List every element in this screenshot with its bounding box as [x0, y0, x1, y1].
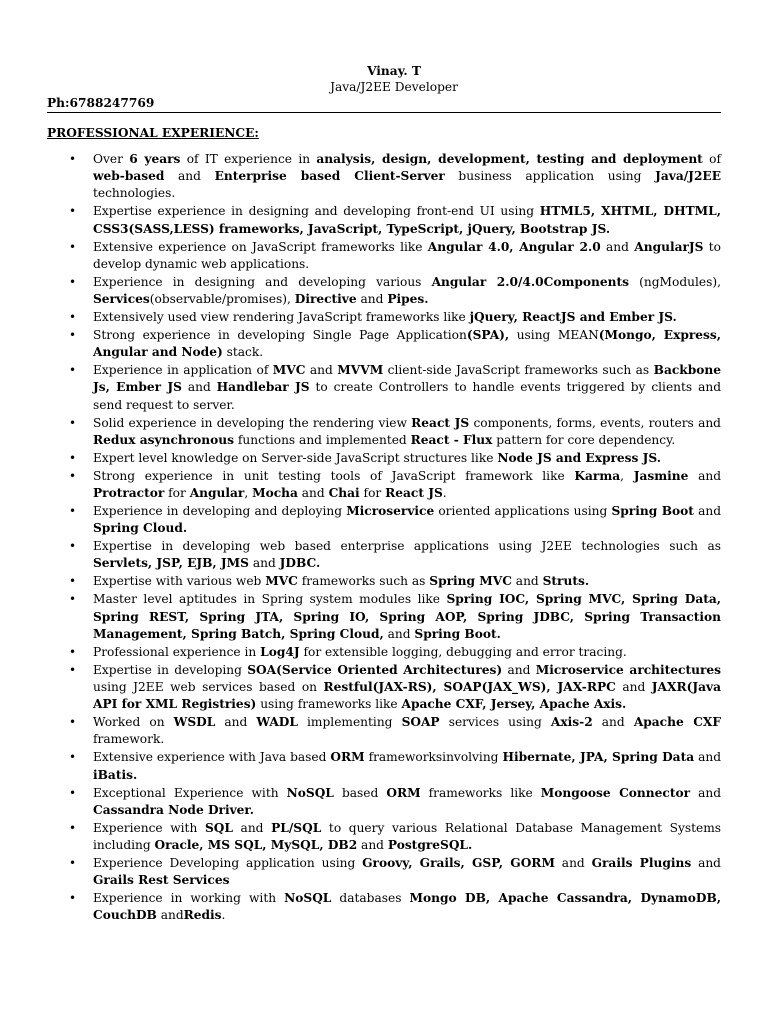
text: Strong experience in developing Single Page Application [93, 328, 467, 343]
bullet-icon: • [69, 504, 77, 519]
bold-text: Spring Boot. [414, 626, 501, 641]
experience-item [47, 468, 721, 502]
bullet-icon: • [69, 644, 77, 659]
bullet-icon: • [69, 204, 77, 219]
bullet-icon: • [69, 785, 77, 800]
bullet-icon: • [69, 363, 77, 378]
text: and [215, 715, 257, 730]
bold-text: HTML5, XHTML, DHTML, CSS3(SASS,LESS) frameworks, JavaScript, TypeScript, jQuery, Bootstrap JS. [93, 204, 721, 236]
bullet-icon: • [69, 415, 77, 430]
bold-text: Angular [189, 486, 245, 501]
text: and [248, 556, 280, 571]
text: and [356, 292, 388, 307]
text: Expertise in developing [93, 662, 248, 677]
bold-text: Karma [574, 468, 621, 483]
bold-text: Struts. [542, 574, 590, 589]
bold-text: Restful(JAX-RS), SOAP(JAX_WS), JAX-RPC [323, 680, 616, 695]
bold-text: JAXR(Java API for XML Registries) [93, 680, 721, 712]
text: Solid experience in developing the rendering view [93, 415, 412, 430]
text: , [620, 468, 634, 483]
bold-text: Microservice [346, 504, 435, 519]
bold-text: AngularJS [634, 239, 704, 254]
bold-text: React - Flux [410, 432, 493, 447]
bold-text: React JS [411, 415, 470, 430]
experience-item [47, 644, 721, 661]
bold-text: Spring Boot [611, 504, 694, 519]
bullet-icon: • [69, 152, 77, 166]
text: stack. [222, 345, 264, 360]
resume-page [47, 63, 721, 925]
text: Experience Developing application using [93, 856, 363, 871]
text: . [442, 486, 447, 501]
bold-text: web-based [93, 169, 165, 184]
bold-text: WSDL [173, 715, 216, 730]
job-title: Java/J2EE Developer [330, 80, 458, 94]
experience-item [47, 309, 721, 326]
bold-text: NoSQL [284, 891, 332, 906]
text: to create Controllers to handle events triggered by clients and send request to server. [93, 380, 721, 412]
bullet-icon: • [69, 328, 77, 343]
text: , [244, 486, 253, 501]
text: frameworks like [420, 785, 541, 800]
bold-text: Angular 2.0/4.0Components [431, 274, 629, 289]
bold-text: WADL [256, 715, 298, 730]
text: Master level aptitudes in Spring system modules like [93, 592, 447, 607]
bold-text: Log4J [260, 644, 300, 659]
bold-text: Protractor [93, 486, 165, 501]
experience-item [47, 855, 721, 889]
text: using J2EE web services based on [93, 680, 324, 695]
experience-item [47, 503, 721, 537]
text: using MEAN [509, 328, 599, 343]
bold-text: PL/SQL [271, 820, 322, 835]
text: Exceptional Experience with [93, 785, 287, 800]
bold-text: iBatis. [93, 767, 138, 782]
bold-text: Spring Cloud. [93, 521, 188, 536]
text: and [297, 486, 329, 501]
text: databases [331, 891, 410, 906]
bold-text: Chai [328, 486, 360, 501]
bold-text: Mongoose Connector [540, 785, 691, 800]
text: Expertise in developing web based enterprise applications using J2EE technologies such as [93, 539, 721, 554]
text: Expertise experience in designing and developing front-end UI using [93, 204, 540, 219]
text: Strong experience in unit testing tools of JavaScript framework like [93, 468, 575, 483]
bold-text: React JS [385, 486, 443, 501]
bold-text: Servlets, JSP, EJB, JMS [93, 556, 249, 571]
bold-text: 6 years [129, 152, 181, 166]
experience-item [47, 785, 721, 819]
text: and [615, 680, 652, 695]
text: for [164, 486, 190, 501]
bold-text: Redis [183, 908, 222, 923]
text: of [702, 152, 721, 166]
text: and [592, 715, 634, 730]
text: and [554, 856, 592, 871]
experience-item [47, 591, 721, 643]
bold-text: Angular 4.0, Angular 2.0 [427, 239, 601, 254]
text: and [357, 838, 388, 853]
bold-text: Spring IOC, Spring MVC, Spring Data, Spring REST, Spring JTA, Spring IO, Spring AOP, Spring JDBC, Spring Transaction Management, Spring Batch, Spring Cloud, [93, 592, 721, 641]
text: Worked on [93, 715, 174, 730]
bold-text: MVC [265, 574, 298, 589]
bold-text: jQuery, ReactJS and Ember JS. [469, 310, 677, 325]
text: and [156, 908, 184, 923]
bullet-icon: • [69, 715, 77, 730]
text: Experience in application of [93, 363, 273, 378]
text: and [511, 574, 543, 589]
bold-text: JDBC. [279, 556, 321, 571]
bold-text: Hibernate, JPA, Spring Data [502, 750, 695, 765]
bold-text: MVC [272, 363, 306, 378]
experience-item [47, 239, 721, 273]
bold-text: Apache CXF, Jersey, Apache Axis. [401, 697, 627, 712]
text: and [688, 468, 722, 483]
text: to develop dynamic web applications. [93, 239, 721, 271]
text: (observable/promises), [149, 292, 295, 307]
text: and [164, 169, 215, 184]
phone-number: Ph:6788247769 [47, 95, 721, 113]
bullet-icon: • [69, 891, 77, 906]
bold-text: (Mongo, Express, Angular and Node) [93, 328, 721, 360]
bold-text: Groovy, Grails, GSP, GORM [362, 856, 555, 871]
text: Expertise with various web [93, 574, 266, 589]
bold-text: ORM [386, 785, 421, 800]
text: and [305, 363, 338, 378]
text: Experience with [93, 820, 205, 835]
bold-text: MVVM [337, 363, 384, 378]
bold-text: Handlebar JS [216, 380, 310, 395]
text: for extensible logging, debugging and error tracing. [299, 644, 627, 659]
experience-item [47, 573, 721, 590]
experience-item [47, 662, 721, 714]
bold-text: Mongo DB, Apache Cassandra, DynamoDB, CouchDB [93, 891, 721, 923]
text: and [694, 750, 721, 765]
bullet-icon: • [69, 539, 77, 554]
experience-item [47, 450, 721, 467]
text: Over [93, 152, 130, 166]
bullet-icon: • [69, 310, 77, 325]
text: and [691, 856, 721, 871]
text: for [359, 486, 386, 501]
bullet-icon: • [69, 574, 77, 589]
experience-item [47, 820, 721, 854]
bold-text: Grails Rest Services [93, 873, 230, 888]
bold-text: SOA(Service Oriented Architectures) [247, 662, 503, 677]
text: functions and implemented [234, 432, 411, 447]
text: frameworks such as [297, 574, 430, 589]
text: and [690, 785, 721, 800]
bold-text: Backbone Js, Ember JS [93, 363, 721, 395]
text: of IT experience in [180, 152, 317, 166]
text: technologies. [93, 186, 176, 201]
text: Experience in developing and deploying [93, 504, 347, 519]
bold-text: Java/J2EE [655, 169, 721, 184]
experience-item [47, 714, 721, 748]
experience-item [47, 538, 721, 572]
experience-item [47, 327, 721, 361]
text: to query various Relational Database Management Systems including [93, 820, 722, 853]
text: (ngModules), [628, 274, 721, 289]
text: client-side JavaScript frameworks such as [383, 363, 654, 378]
text: and [181, 380, 217, 395]
bold-text: analysis, design, development, testing and deployment [316, 152, 703, 166]
bullet-icon: • [69, 592, 77, 607]
text: using frameworks like [256, 697, 402, 712]
bold-text: Apache CXF [633, 715, 721, 730]
experience-list [47, 151, 721, 925]
text: Experience in designing and developing various [93, 274, 432, 289]
text: framework. [93, 732, 165, 747]
text: and [232, 820, 272, 835]
text: based [333, 785, 387, 800]
text: Professional experience in [93, 644, 261, 659]
text: and [383, 626, 415, 641]
experience-item [47, 203, 721, 237]
bullet-icon: • [69, 820, 77, 835]
text: Extensive experience with Java based [93, 750, 331, 765]
text: services using [439, 715, 551, 730]
bullet-icon: • [69, 239, 77, 254]
text: business application using [444, 169, 656, 184]
text: implementing [297, 715, 402, 730]
text: . [221, 908, 226, 923]
text: frameworksinvolving [364, 750, 503, 765]
text: and [502, 662, 536, 677]
bold-text: Enterprise based Client-Server [214, 169, 445, 184]
bold-text: Directive [294, 292, 357, 307]
bold-text: PostgreSQL. [387, 838, 473, 853]
bold-text: Jasmine [633, 468, 689, 483]
bold-text: Microservice architectures [535, 662, 721, 677]
bullet-icon: • [69, 662, 77, 677]
bold-text: Mocha [252, 486, 298, 501]
bold-text: Grails Plugins [591, 856, 692, 871]
section-heading: PROFESSIONAL EXPERIENCE: [47, 126, 259, 140]
bold-text: Redux asynchronous [93, 432, 235, 447]
candidate-name: Vinay. T [367, 64, 421, 78]
text: Extensive experience on JavaScript frameworks like [93, 239, 428, 254]
bold-text: NoSQL [286, 785, 334, 800]
text: oriented applications using [434, 504, 612, 519]
experience-item [47, 890, 721, 924]
text: Experience in working with [93, 891, 285, 906]
bold-text: Services [93, 292, 150, 307]
bold-text: Pipes. [387, 292, 429, 307]
bullet-icon: • [69, 856, 77, 871]
text: and [600, 239, 635, 254]
bold-text: Node JS and Express JS. [497, 450, 662, 465]
experience-item [47, 362, 721, 414]
bullet-icon: • [69, 450, 77, 465]
bullet-icon: • [69, 274, 77, 289]
experience-item [47, 415, 721, 449]
bold-text: (SPA), [466, 328, 510, 343]
text: components, forms, events, routers and [469, 415, 721, 430]
bold-text: SOAP [401, 715, 440, 730]
text: Expert level knowledge on Server-side JavaScript structures like [93, 450, 498, 465]
bullet-icon: • [69, 750, 77, 765]
experience-item [47, 151, 721, 203]
text: Extensively used view rendering JavaScript frameworks like [93, 310, 470, 325]
bullet-icon: • [69, 468, 77, 483]
text: and [693, 504, 721, 519]
experience-item [47, 274, 721, 308]
experience-item [47, 749, 721, 783]
bold-text: Spring MVC [429, 574, 512, 589]
bold-text: Axis-2 [550, 715, 593, 730]
text: pattern for core dependency. [492, 432, 676, 447]
bold-text: Cassandra Node Driver. [93, 802, 254, 817]
bold-text: SQL [204, 820, 233, 835]
bold-text: ORM [330, 750, 365, 765]
bold-text: Oracle, MS SQL, MySQL, DB2 [154, 838, 358, 853]
